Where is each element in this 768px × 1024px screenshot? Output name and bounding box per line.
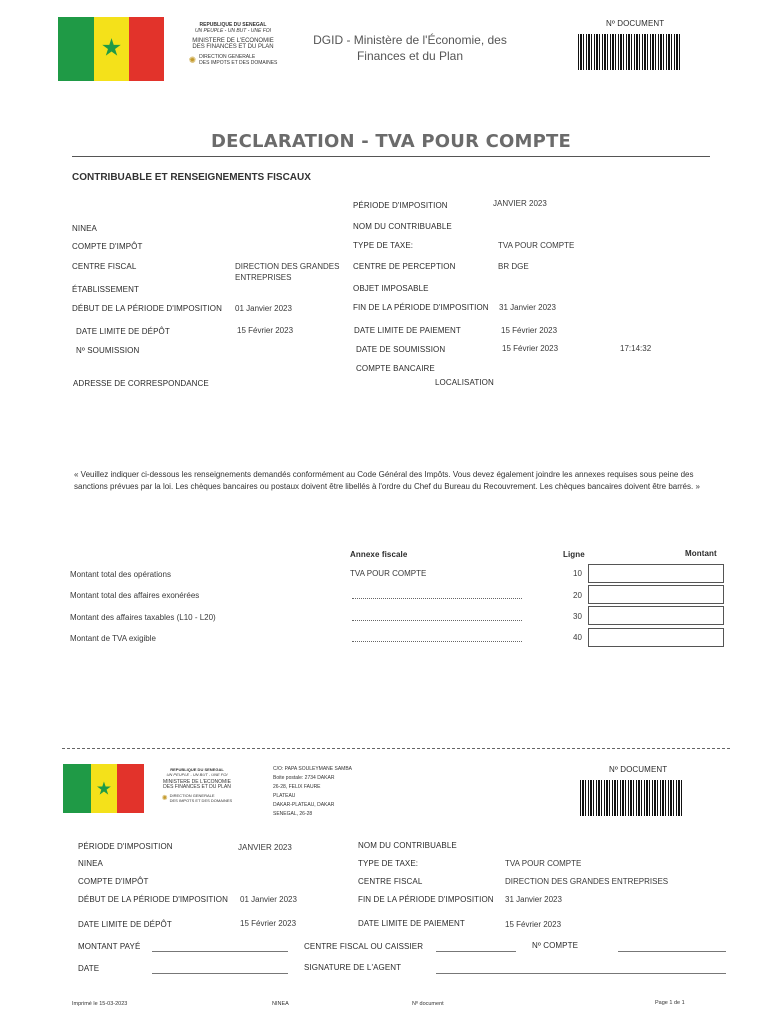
montant-paye-label: MONTANT PAYÉ — [78, 942, 141, 951]
row-20-annexe-dots — [352, 598, 522, 599]
receipt-limite-depot-value: 15 Février 2023 — [240, 919, 297, 928]
centre-perception-value: BR DGE — [498, 262, 529, 271]
limite-depot-label: DATE LIMITE DE DÉPÔT — [76, 327, 170, 336]
etablissement-label: ÉTABLISSEMENT — [72, 285, 139, 294]
signature-line[interactable] — [436, 973, 726, 974]
receipt-limite-depot-label: DATE LIMITE DE DÉPÔT — [78, 920, 172, 929]
row-20-label: Montant total des affaires exonérées — [70, 591, 200, 600]
no-compte-line[interactable] — [618, 951, 726, 952]
barcode — [578, 34, 682, 70]
republic-emblem-text-receipt: REPUBLIQUE DU SENEGAL UN PEUPLE - UN BUT - UNE FOI MINISTERE DE L'ECONOMIE DES FINANCES ET DU PLAN ✺ DIRECTION GENERALE DES IMPOTS ET DES DOMAINES — [161, 767, 233, 803]
star-icon: ★ — [95, 778, 112, 799]
limite-paiement-label: DATE LIMITE DE PAIEMENT — [354, 326, 461, 335]
receipt-limite-paiement-label: DATE LIMITE DE PAIEMENT — [358, 919, 465, 928]
localisation-label: LOCALISATION — [435, 378, 494, 387]
no-compte-label: Nº COMPTE — [532, 941, 579, 950]
row-40-montant-input[interactable] — [588, 628, 724, 647]
signature-label: SIGNATURE DE L'AGENT — [304, 963, 402, 972]
page-title: DECLARATION - TVA POUR COMPTE — [211, 131, 571, 152]
type-taxe-value: TVA POUR COMPTE — [498, 241, 575, 250]
row-40-ligne: 40 — [573, 633, 582, 642]
row-20-montant-input[interactable] — [588, 585, 724, 604]
doc-number-label: Nº DOCUMENT — [606, 19, 665, 28]
centre-fiscal-value: DIRECTION DES GRANDES ENTREPRISES — [235, 262, 340, 282]
receipt-barcode — [580, 780, 684, 816]
ministry-title: DGID - Ministère de l'Économie, des Finances et du Plan — [313, 33, 507, 63]
debut-periode-value: 01 Janvier 2023 — [235, 304, 292, 313]
row-30-ligne: 30 — [573, 612, 582, 621]
cut-line — [62, 748, 730, 749]
receipt-periode-value: JANVIER 2023 — [238, 843, 292, 852]
row-10-ligne: 10 — [573, 569, 582, 578]
footer-page: Page 1 de 1 — [655, 1000, 685, 1006]
row-10-label: Montant total des opérations — [70, 570, 171, 579]
senegal-flag — [58, 17, 164, 81]
montant-paye-line[interactable] — [152, 951, 288, 952]
receipt-debut-label: DÉBUT DE LA PÉRIODE D'IMPOSITION — [78, 895, 228, 904]
date-soumission-label: DATE DE SOUMISSION — [356, 345, 446, 354]
periode-label: PÉRIODE D'IMPOSITION — [353, 201, 448, 210]
limite-paiement-value: 15 Février 2023 — [501, 326, 558, 335]
receipt-address: C/O: PAPA SOULEYMANE SAMBA Boite postale: 2734 DAKAR 26-28, FELIX FAURE PLATEAU DAKAR-PLATEAU, DAKAR SENEGAL, 26-28 — [273, 766, 353, 817]
footer-printed: Imprimé le 15-03-2023 — [72, 1001, 128, 1007]
heure-soumission-value: 17:14:32 — [620, 344, 652, 353]
receipt-compte-label: COMPTE D'IMPÔT — [78, 877, 149, 886]
compte-bancaire-label: COMPTE BANCAIRE — [356, 364, 435, 373]
receipt-nom-label: NOM DU CONTRIBUABLE — [358, 841, 457, 850]
debut-periode-label: DÉBUT DE LA PÉRIODE D'IMPOSITION — [72, 304, 222, 313]
row-30-montant-input[interactable] — [588, 606, 724, 625]
receipt-type-taxe-label: TYPE DE TAXE: — [358, 859, 419, 868]
row-40-annexe-dots — [352, 641, 522, 642]
receipt-fin-value: 31 Janvier 2023 — [505, 895, 562, 904]
notice-text: « Veuillez indiquer ci-dessous les renseignements demandés conformément au Code Général des Impôts. Vous devez également joindre les annexes requises sous peine des sanctions prévues par la loi. Les chèques bancaires ou postaux doivent être libellés à l'ordre du Chef du Bureau du Recouvrement. Les chèques bancaires doivent être barrés. » — [74, 470, 700, 491]
nom-contribuable-label: NOM DU CONTRIBUABLE — [353, 222, 452, 231]
dgid-logo-icon: ✺ — [188, 54, 197, 65]
col-ligne-header: Ligne — [563, 550, 585, 559]
receipt-fin-label: FIN DE LA PÉRIODE D'IMPOSITION — [358, 895, 494, 904]
star-icon: ★ — [100, 34, 123, 62]
col-annexe-header: Annexe fiscale — [350, 550, 408, 559]
receipt-ninea-label: NINEA — [78, 859, 103, 868]
receipt-doc-number-label: Nº DOCUMENT — [609, 765, 668, 774]
row-30-annexe-dots — [352, 620, 522, 621]
fin-periode-value: 31 Janvier 2023 — [499, 303, 556, 312]
periode-value: JANVIER 2023 — [493, 199, 547, 208]
section-title: CONTRIBUABLE ET RENSEIGNEMENTS FISCAUX — [72, 172, 311, 183]
ninea-label: NINEA — [72, 224, 97, 233]
date-soumission-value: 15 Février 2023 — [502, 344, 559, 353]
soumission-number-label: Nº SOUMISSION — [76, 346, 140, 355]
title-underline — [72, 156, 710, 157]
row-30-label: Montant des affaires taxables (L10 - L20) — [70, 613, 216, 622]
receipt-centre-fiscal-label: CENTRE FISCAL — [358, 877, 423, 886]
receipt-periode-label: PÉRIODE D'IMPOSITION — [78, 842, 173, 851]
receipt-type-taxe-value: TVA POUR COMPTE — [505, 859, 582, 868]
row-20-ligne: 20 — [573, 591, 582, 600]
receipt-centre-fiscal-value: DIRECTION DES GRANDES ENTREPRISES — [505, 877, 669, 886]
row-10-montant-input[interactable] — [588, 564, 724, 583]
objet-imposable-label: OBJET IMPOSABLE — [353, 284, 429, 293]
centre-perception-label: CENTRE DE PERCEPTION — [353, 262, 456, 271]
centre-caissier-line[interactable] — [436, 951, 516, 952]
centre-caissier-label: CENTRE FISCAL OU CAISSIER — [304, 942, 424, 951]
date-label: DATE — [78, 964, 100, 973]
senegal-flag-receipt — [63, 764, 144, 813]
type-taxe-label: TYPE DE TAXE: — [353, 241, 414, 250]
centre-fiscal-label: CENTRE FISCAL — [72, 262, 137, 271]
compte-impot-label: COMPTE D'IMPÔT — [72, 242, 143, 251]
footer-doc: Nº document — [412, 1001, 444, 1007]
footer-ninea: NINEA — [272, 1001, 289, 1007]
fin-periode-label: FIN DE LA PÉRIODE D'IMPOSITION — [353, 303, 489, 312]
receipt-limite-paiement-value: 15 Février 2023 — [505, 920, 562, 929]
dgid-logo-icon: ✺ — [161, 795, 168, 802]
receipt-debut-value: 01 Janvier 2023 — [240, 895, 297, 904]
adresse-label: ADRESSE DE CORRESPONDANCE — [73, 379, 209, 388]
row-10-annexe: TVA POUR COMPTE — [350, 569, 427, 578]
date-line[interactable] — [152, 973, 288, 974]
limite-depot-value: 15 Février 2023 — [237, 326, 294, 335]
col-montant-header: Montant — [685, 549, 717, 558]
republic-emblem-text: REPUBLIQUE DU SENEGAL UN PEUPLE - UN BUT - UNE FOI MINISTERE DE L'ECONOMIE DES FINANCES ET DU PLAN ✺ DIRECTION GENERALE DES IMPOTS ET DES DOMAINES — [188, 22, 278, 66]
row-40-label: Montant de TVA exigible — [70, 634, 156, 643]
